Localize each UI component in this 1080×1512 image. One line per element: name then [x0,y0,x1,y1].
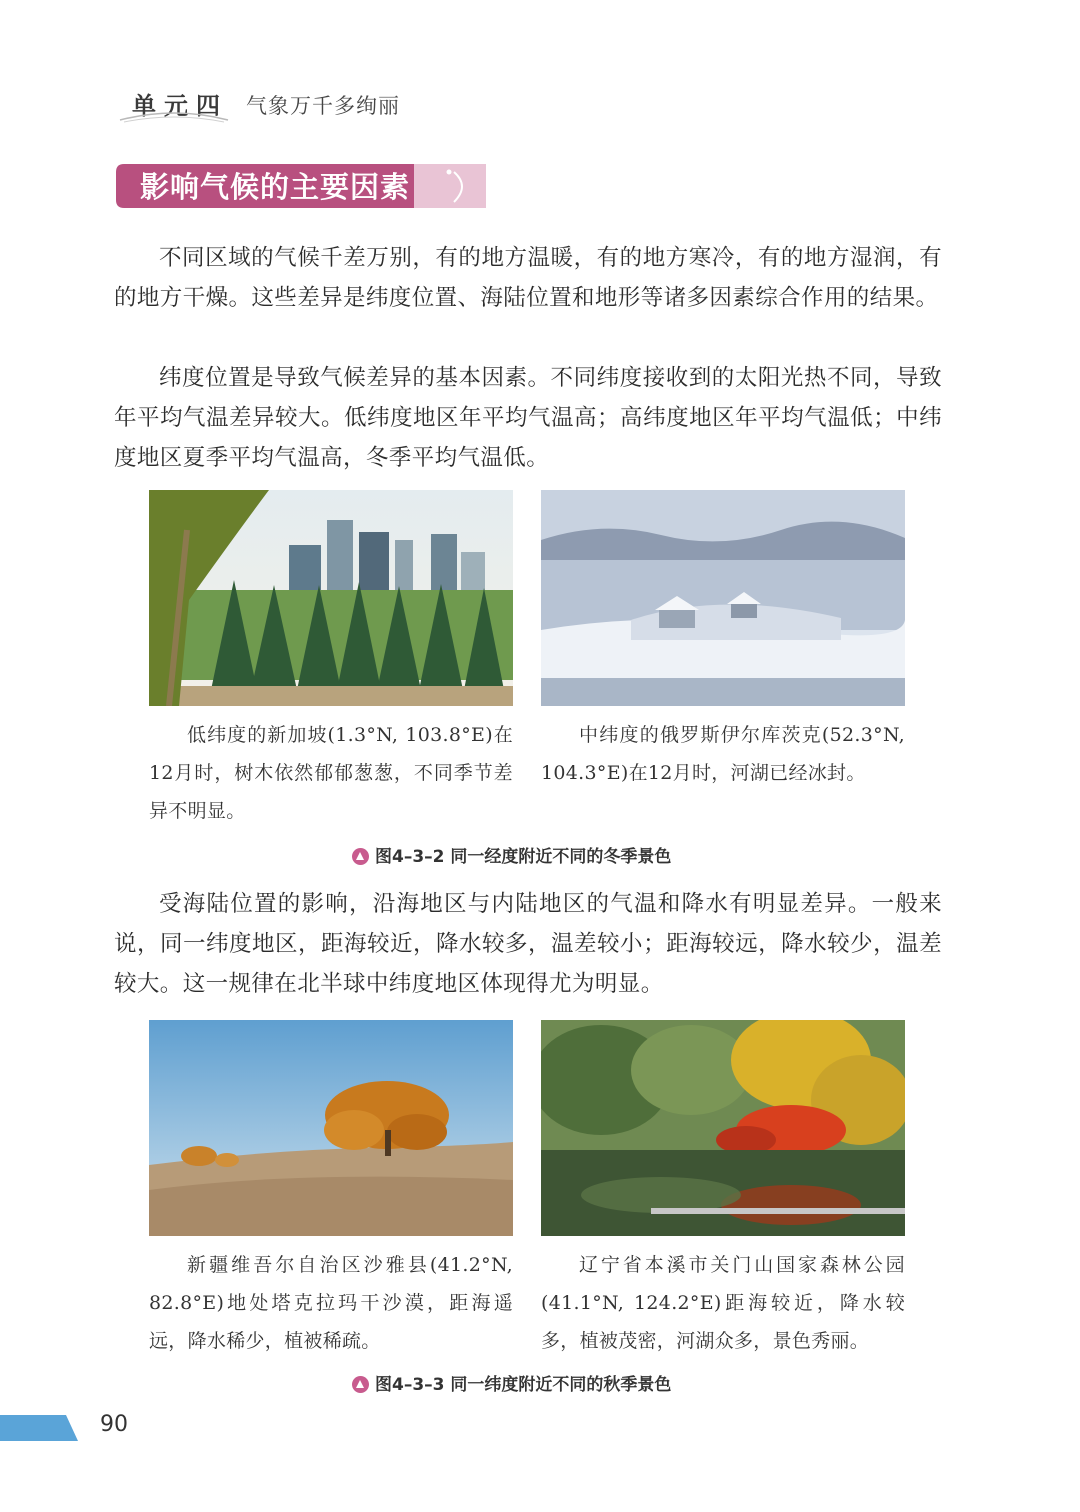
figure-4-3-3-title [352,1370,671,1395]
section-title: 影响气候的主要因素 [140,170,411,204]
shaya-caption: 新疆维吾尔自治区沙雅县(41.2°N, 82.8°E)地处塔克拉玛干沙漠，距海遥远，降水稀少，植被稀疏。 [149,1254,513,1352]
page-number: 90 [100,1412,128,1437]
singapore-winter-photo [149,490,513,706]
guanmenshan-forest-photo [541,1020,905,1236]
paragraph-latitude-factor: 纬度位置是导致气候差异的基本因素。不同纬度接收到的太阳光热不同，导致年平均气温差异较大。低纬度地区年平均气温高；高纬度地区年平均气温低；中纬度地区夏季平均气温高，冬季平均气温低。 [114,365,942,471]
unit-title: 气象万千多绚丽 [246,94,400,118]
figure-4-3-2-title [352,842,671,867]
paragraph-land-sea-factor: 受海陆位置的影响，沿海地区与内陆地区的气温和降水有明显差异。一般来说，同一纬度地区，距海较近，降水较多，温差较小；距海较远，降水较少，温差较大。这一规律在北半球中纬度地区体现得尤为明显。 [114,891,942,997]
irkutsk-caption: 中纬度的俄罗斯伊尔库茨克(52.3°N, 104.3°E)在12月时，河湖已经冰封。 [541,724,905,784]
unit-label: 单元四 [132,92,228,120]
shaya-desert-photo [149,1020,513,1236]
figure-marker-icon [352,1376,369,1393]
figure-4-3-3-title-text: 图4–3–3 同一纬度附近不同的秋季景色 [375,1375,672,1395]
figure-marker-icon [352,848,369,865]
page-footer-bar [0,1415,78,1441]
singapore-caption: 低纬度的新加坡(1.3°N, 103.8°E)在12月时，树木依然郁郁葱葱，不同季节差异不明显。 [149,724,513,822]
figure-4-3-2-title-text: 图4–3–2 同一经度附近不同的冬季景色 [375,847,672,867]
guanmenshan-caption: 辽宁省本溪市关门山国家森林公园(41.1°N, 124.2°E)距海较近，降水较多，植被茂密，河湖众多，景色秀丽。 [541,1254,905,1352]
paragraph-climate-differences: 不同区域的气候千差万别，有的地方温暖，有的地方寒冷，有的地方湿润，有的地方干燥。这些差异是纬度位置、海陆位置和地形等诸多因素综合作用的结果。 [114,245,942,311]
unit-swash-decoration [118,108,230,128]
irkutsk-winter-photo [541,490,905,706]
